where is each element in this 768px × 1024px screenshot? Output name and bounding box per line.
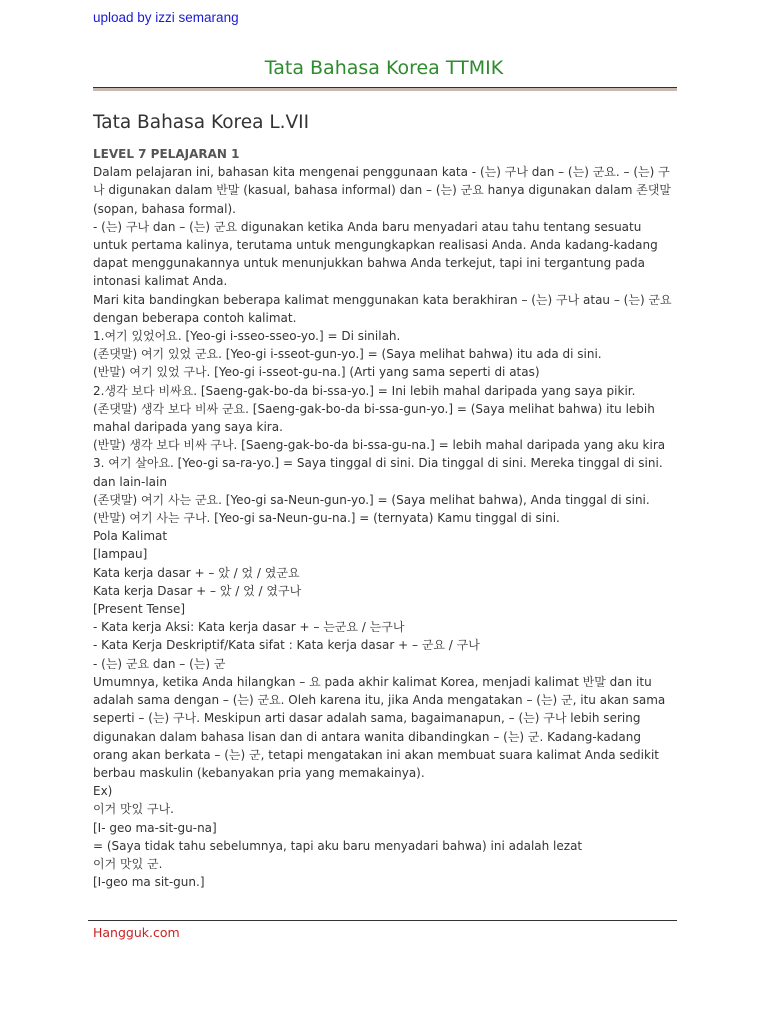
pattern-line: - Kata Kerja Deskriptif/Kata sifat : Kata kerja dasar + – 군요 / 구나 (93, 638, 480, 653)
example-line: (반말) 생각 보다 비싸 구나. [Saeng-gak-bo-da bi-ssa-gu-na.] = lebih mahal daripada yang aku kira (93, 438, 666, 453)
example-line: 3. 여기 살아요. [Yeo-gi sa-ra-yo.] = Saya tinggal di sini. Dia tinggal di sini. Mereka tinggal di sini. dan lain-lain (93, 456, 663, 489)
pattern-line: - Kata kerja Aksi: Kata kerja dasar + – 는군요 / 는구나 (93, 620, 405, 635)
example-line: [I- geo ma-sit-gu-na] (93, 820, 217, 835)
paragraph: Dalam pelajaran ini, bahasan kita mengenai penggunaan kata - (는) 구나 dan – (는) 군요. – (는) 구나 digunakan dalam 반말 (kasual, bahasa informal) dan – (는) 군요 hanya digunakan dalam 존댓말 (sopan, bahasa formal). (93, 165, 672, 216)
example-line: 1.여기 있었어요. [Yeo-gi i-sseo-sseo-yo.] = Di sinilah. (93, 329, 401, 344)
pattern-line: Kata kerja Dasar + – 았 / 었 / 였구나 (93, 583, 302, 598)
footer-source: Hangguk.com (93, 925, 180, 940)
example-line: 이거 맛있 구나. (93, 802, 174, 817)
pattern-heading: Pola Kalimat (93, 529, 168, 544)
example-line: (존댓말) 생각 보다 비싸 군요. [Saeng-gak-bo-da bi-ssa-gun-yo.] = (Saya melihat bahwa) itu lebih mahal daripada yang saya kira. (93, 401, 655, 435)
example-line: [I-geo ma sit-gun.] (93, 875, 205, 890)
paragraph: Mari kita bandingkan beberapa kalimat menggunakan kata berakhiran – (는) 구나 atau – (는) 군요 dengan beberapa contoh kalimat. (93, 292, 672, 325)
paragraph: Umumnya, ketika Anda hilangkan – 요 pada akhir kalimat Korea, menjadi kalimat 반말 dan itu adalah sama dengan – (는) 군요. Oleh karena itu, jika Anda mengatakan – (는) 군, itu akan sama seperti – (는) 구나. Meskipun arti dasar adalah sama, bagaimanapun, – (는) 구나 lebih sering digunakan dalam bahasa lisan dan di antara wanita dibandingkan – (는) 군. Kadang-kadang orang akan berkata – (는) 군, tetapi mengatakan ini akan membuat suara kalimat Anda sedikit berbau maskulin (kebanyakan pria yang memakainya). (93, 674, 666, 780)
paragraph: - (는) 구나 dan – (는) 군요 digunakan ketika Anda baru menyadari atau tahu tentang sesuatu untuk pertama kalinya, terutama untuk mengungkapkan realisasi Anda. Anda kadang-kadang dapat menggunakannya untuk menunjukkan bahwa Anda terkejut, tapi ini tergantung pada intonasi kalimat Anda. (93, 219, 658, 289)
example-line: 2.생각 보다 비싸요. [Saeng-gak-bo-da bi-ssa-yo.] = Ini lebih mahal daripada yang saya pikir. (93, 383, 636, 398)
example-line: Ex) (93, 784, 113, 799)
pattern-line: [Present Tense] (93, 602, 186, 617)
pattern-line: Kata kerja dasar + – 았 / 었 / 였군요 (93, 565, 300, 580)
example-line: (반말) 여기 사는 구나. [Yeo-gi sa-Neun-gu-na.] = (ternyata) Kamu tinggal di sini. (93, 511, 560, 526)
example-line: (존댓말) 여기 사는 군요. [Yeo-gi sa-Neun-gun-yo.] = (Saya melihat bahwa), Anda tinggal di sini. (93, 492, 650, 507)
lesson-level: LEVEL 7 PELAJARAN 1 (93, 147, 240, 161)
upload-credit-link[interactable]: upload by izzi semarang (93, 10, 239, 25)
example-line: (반말) 여기 있었 구나. [Yeo-gi i-sseot-gu-na.] (Arti yang sama seperti di atas) (93, 365, 540, 380)
example-line: (존댓말) 여기 있었 군요. [Yeo-gi i-sseot-gun-yo.] = (Saya melihat bahwa) itu ada di sini. (93, 347, 602, 362)
post-title: Tata Bahasa Korea L.VII (93, 112, 310, 133)
example-line: = (Saya tidak tahu sebelumnya, tapi aku baru menyadari bahwa) ini adalah lezat (93, 838, 583, 853)
pattern-line: [lampau] (93, 547, 148, 562)
pattern-line: - (는) 군요 dan – (는) 군 (93, 656, 226, 671)
example-line: 이거 맛있 군. (93, 856, 163, 871)
footer-divider (88, 920, 677, 921)
site-title: Tata Bahasa Korea TTMIK (264, 57, 504, 79)
post-body (93, 145, 679, 891)
header-divider (93, 87, 677, 91)
